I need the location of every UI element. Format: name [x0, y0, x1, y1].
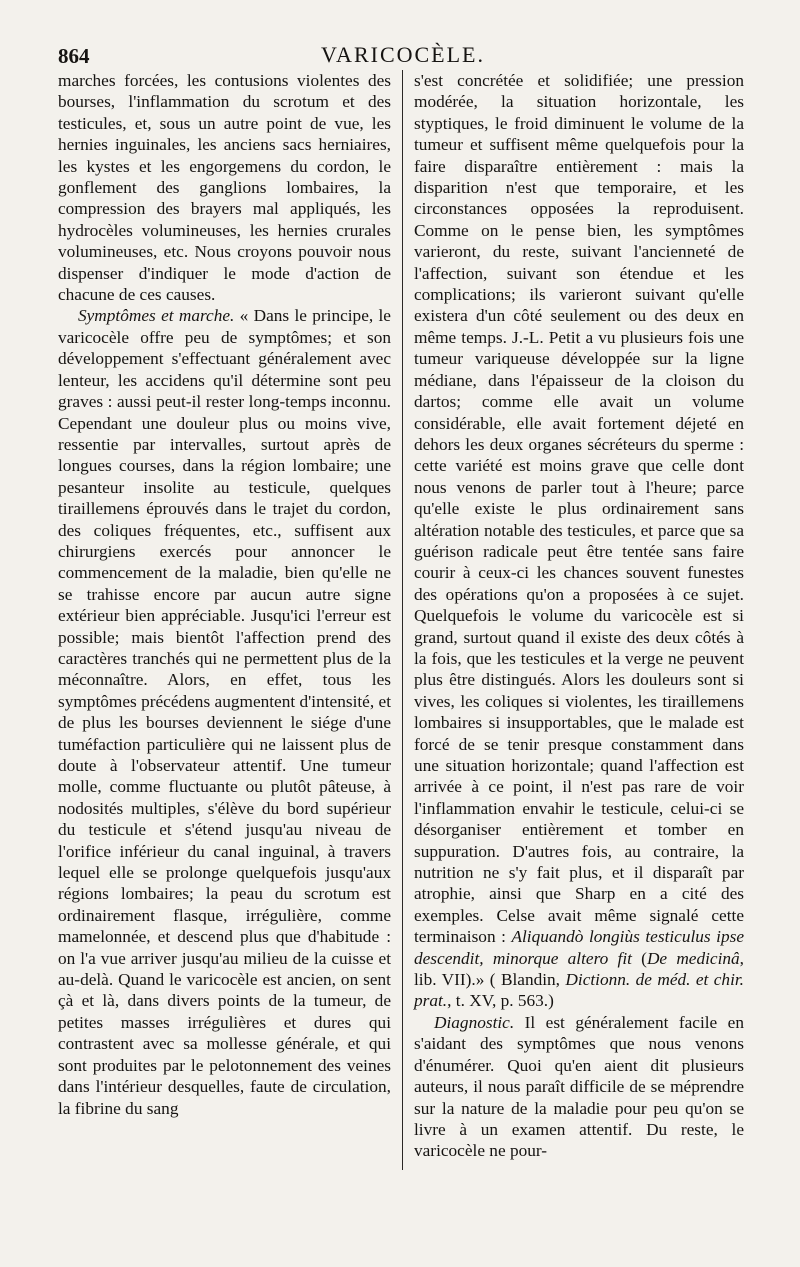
right-column — [414, 70, 744, 1162]
paragraph-symptoms — [58, 305, 391, 1118]
latin-quotation: Aliquandò longiùs testiculus ipse descendit, minorque altero fit — [414, 927, 745, 968]
column-divider — [402, 70, 403, 1170]
reference-work-title: De medicinâ — [646, 948, 740, 968]
paragraph-diagnostic — [414, 1012, 744, 1162]
reference-open: ( — [631, 948, 647, 968]
paragraph-diagnostic-text: Il est généralement facile en s'aidant des symptômes que nous venons d'énumérer. Quoi qu'en aient dit plusieurs auteurs, il nous paraît difficile de se méprendre sur la nature de la maladie pour peu qu'on se livre à un examen attentif. Du reste, le varicocèle ne pour- — [414, 1012, 744, 1161]
page-number: 864 — [58, 44, 90, 68]
citation-work-title: Dictionn. de méd. et chir. prat. — [414, 970, 745, 1011]
section-heading-diagnostic: Diagnostic. — [434, 1012, 515, 1032]
citation-close: , t. XV, p. 563.) — [447, 991, 554, 1011]
paragraph-symptoms-continuation — [414, 70, 744, 1012]
page-header — [58, 38, 748, 68]
citation-open: ( Blandin, — [484, 970, 566, 990]
paragraph-symptoms-text: « Dans le principe, le varicocèle offre peu de symptômes; et son développement s'effectuant généralement avec lenteur, les accidens qu'il détermine sont peu graves : aussi peut-il rester long-temps inconnu. Cependant une douleur plus ou moins vive, ressentie par intervalles, surtout après de longues courses, dans la région lombaire; une pesanteur insolite au testicule, quelques tiraillemens éprouvés dans le trajet du cordon, des coliques fréquentes, etc., suffisent aux chirurgiens exercés pour annoncer le commencement de la maladie, bien qu'elle ne se trahisse encore par aucun autre signe extérieur bien appréciable. Jusqu'ici l'erreur est possible; mais bientôt l'affection prend des caractères tranchés qui ne permettent plus de la méconnaître. Alors, en effet, tous les symptômes précédens augmentent d'intensité, et de plus les bourses deviennent le siége d'une tuméfaction particulière qui ne laissent plus de doute à l'observateur attentif. Une tumeur molle, comme fluctuante ou plutôt pâteuse, à nodosités multiples, s'élève du bord supérieur du testicule et s'étend jusqu'au niveau de l'orifice inférieur du canal inguinal, à travers lequel elle se prolonge quelquefois jusqu'aux régions lombaires; la peau du scrotum est ordinairement flasque, irrégulière, comme mamelonnée, et descend plus que d'habitude : on l'a vue arriver jusqu'au milieu de la cuisse et au-delà. Quand le varicocèle est ancien, on sent çà et là, dans divers points de la tumeur, de petites masses irrégulières et dures qui contrastent avec sa mollesse générale, et qui sont produites par le pelotonnement des veines dans l'intérieur desquelles, faute de circulation, la fibrine du sang — [58, 306, 391, 1118]
section-heading-symptoms: Symptômes et marche. — [78, 306, 235, 326]
reference-close: , lib. VII).» — [414, 948, 744, 990]
left-column — [58, 70, 391, 1119]
paragraph-causes-continuation: marches forcées, les contusions violentes des bourses, l'inflammation du scrotum et des testicules, et, sous un autre point de vue, les hernies inguinales, les anciens sacs herniaires, les kystes et les engorgemens du cordon, le gonflement des ganglions lombaires, la compression des brayers mal appliqués, les hydrocèles volumineuses, les hernies crurales volumineuses, etc. Nous croyons pouvoir nous dispenser d'indiquer le mode d'action de chacune de ces causes. — [58, 71, 391, 305]
paragraph-symptoms-continuation-text: s'est concrétée et solidifiée; une pression modérée, la situation horizontale, les styptiques, le froid diminuent le volume de la tumeur et suffisent même quelquefois pour la faire disparaître entièrement : mais la disparition n'est que temporaire, et les circonstances opposées la reproduisent. Comme on le pense bien, les symptômes varieront, du reste, suivant l'ancienneté de l'affection, suivant son étendue et les complications; ils varieront suivant qu'elle existera d'un côté seulement ou des deux en même temps. J.-L. Petit a vu plusieurs fois une tumeur variqueuse développée sur la ligne médiane, dans l'épaisseur de la cloison du dartos; comme elle avait un volume considérable, elle avait fortement déjeté en dehors les deux organes sécréteurs du sperme : cette variété est moins grave que celle dont nous venons de parler tout à l'heure; parce qu'elle existe le plus ordinairement sans altération notable des testicules, et parce que sa guérison radicale peut être tentée sans faire courir à ceux-ci les chances souvent funestes des opérations qu'on a proposées à ce sujet. Quelquefois le volume du varicocèle est si grand, surtout quand il existe des deux côtés à la fois, que les testicules et la verge ne peuvent plus être distingués. Alors les douleurs sont si vives, les coliques si violentes, les tiraillemens lombaires si insupportables, que le malade est forcé de se tenir presque constamment dans une situation horizontale; quand l'affection est arrivée à ce point, il n'est pas rare de voir l'inflammation envahir le testicule, celui-ci se désorganiser entièrement et tomber en suppuration. D'autres fois, au contraire, la nutrition ne s'y fait plus, et il disparaît par atrophie, ainsi que Sharp en a cité des exemples. Celse avait même signalé cette terminaison : — [414, 71, 744, 947]
running-title: VARICOCÈLE. — [321, 42, 485, 67]
